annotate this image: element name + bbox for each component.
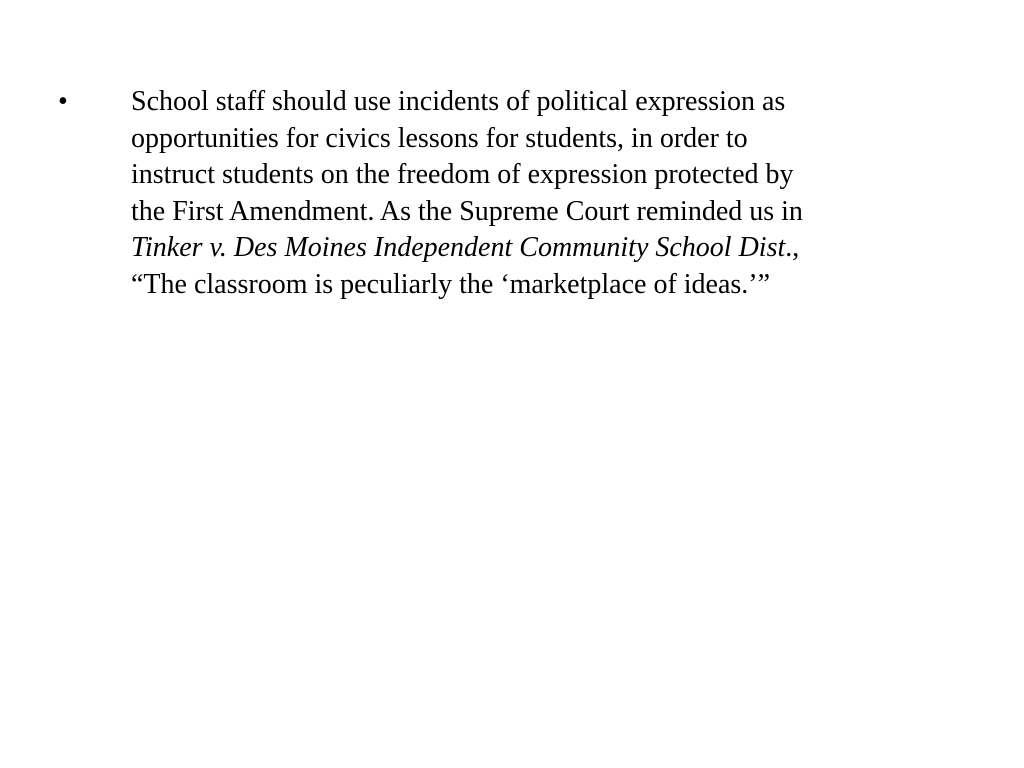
paragraph-line-6: “The classroom is peculiarly the ‘marketplace of ideas.’” (131, 268, 771, 300)
bullet-paragraph (131, 84, 991, 303)
case-name: Tinker v. Des Moines Independent Community School Dist (131, 232, 786, 263)
paragraph-line-5 (131, 230, 991, 267)
paragraph-line-3: instruct students on the freedom of expression protected by (131, 159, 794, 190)
case-suffix: ., (785, 232, 800, 263)
bullet-marker: • (58, 86, 68, 117)
paragraph-line-4: the First Amendment. As the Supreme Court reminded us in (131, 195, 803, 227)
paragraph-line-2: opportunities for civics lessons for students, in order to (131, 122, 748, 154)
paragraph-line-1: School staff should use incidents of political expression as (131, 86, 786, 117)
